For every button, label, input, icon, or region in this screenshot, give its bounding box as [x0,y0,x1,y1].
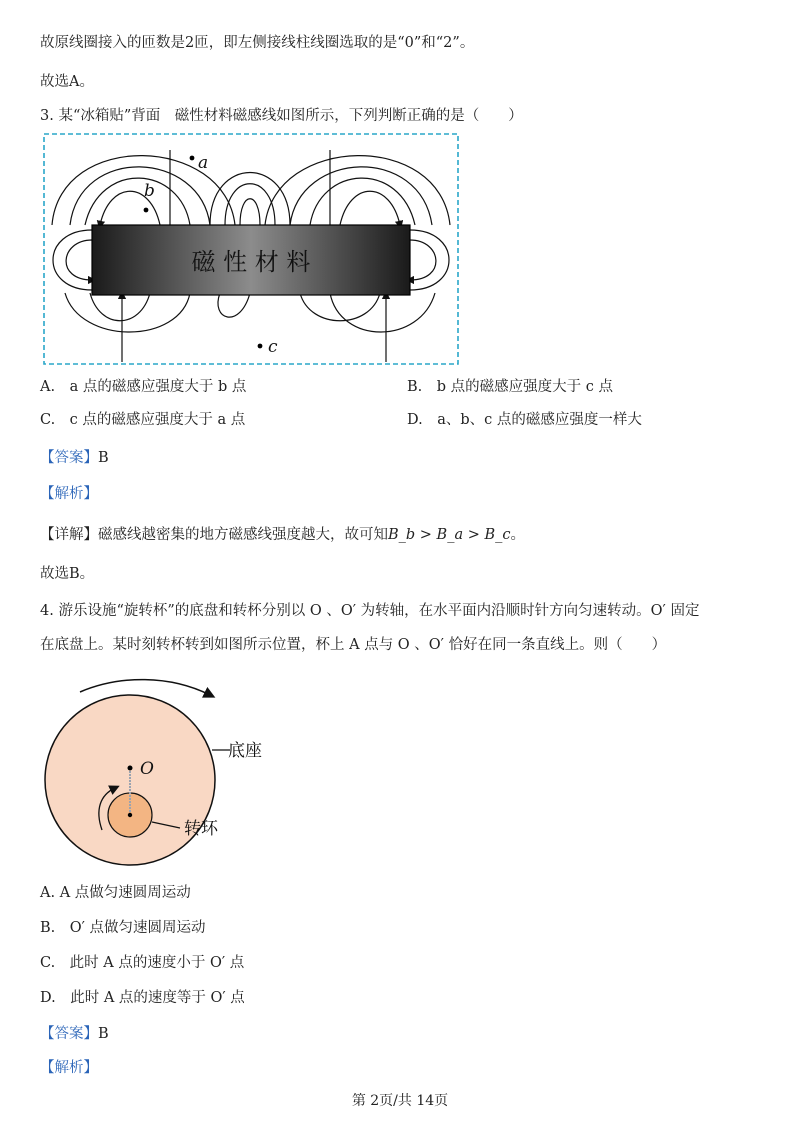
detail-end: 。 [510,527,525,543]
option-b: B. b 点的磁感应强度大于 c 点 [407,379,613,395]
answer-line [40,1024,109,1044]
ring-label: 转环 [184,819,218,839]
analysis-tag: 【解析】 [40,486,98,502]
answer-tag: 【答案】 [40,450,98,466]
question-4-line1: 4. 游乐设施“旋转杯”的底盘和转杯分别以 O 、O′ 为转轴，在水平面内沿顺时针方向匀速转动。O′ 固定 [40,603,700,619]
option-b: B. O′ 点做匀速圆周运动 [40,920,206,936]
answer-value: B [98,450,109,466]
magnet-label: 磁 性 材 料 [191,248,311,276]
page-footer: 第 2页/共 14页 [351,1093,449,1109]
answer-value: B [98,1026,109,1042]
option-c: C. c 点的磁感应强度大于 a 点 [40,412,246,428]
text-line: 故选B。 [40,566,95,582]
point-c-dot [258,344,263,349]
answer-tag: 【答案】 [40,1026,98,1042]
detail-line [40,525,525,545]
center-label: O [140,759,154,779]
magnet-field-figure [40,130,462,368]
point-a-dot [190,156,195,161]
detail-text: 磁感线越密集的地方磁感线强度越大，故可知 [98,527,388,543]
question-3: 3. 某“冰箱贴”背面 磁性材料磁感线如图所示，下列判断正确的是（ ） [40,108,523,124]
ring-center-dot [128,813,132,817]
option-d: D. 此时 A 点的速度等于 O′ 点 [40,990,245,1006]
text-line: 故原线圈接入的匝数是2匝，即左侧接线柱线圈选取的是“0”和“2”。 [40,35,475,51]
rotating-cup-figure [40,670,300,870]
center-dot [128,766,133,771]
point-a-label: a [198,153,209,173]
option-c: C. 此时 A 点的速度小于 O′ 点 [40,955,245,971]
option-a: A. a 点的磁感应强度大于 b 点 [40,379,247,395]
analysis-tag: 【解析】 [40,1060,98,1076]
option-d: D. a、b、c 点的磁感应强度一样大 [407,412,642,428]
question-4-line2: 在底盘上。某时刻转杯转到如图所示位置，杯上 A 点与 O 、O′ 恰好在同一条直线上。则（ ） [40,637,667,653]
answer-line [40,448,109,468]
point-b-dot [144,208,149,213]
detail-formula: B_b > B_a > B_c [388,527,511,543]
point-b-label: b [144,181,155,201]
option-a: A. A 点做匀速圆周运动 [40,885,191,901]
detail-tag: 【详解】 [40,527,98,543]
clockwise-arrow [80,680,210,695]
analysis-line [40,1058,98,1078]
analysis-line [40,484,98,504]
point-c-label: c [268,337,278,357]
text-line: 故选A。 [40,74,94,90]
base-label: 底座 [228,741,262,761]
